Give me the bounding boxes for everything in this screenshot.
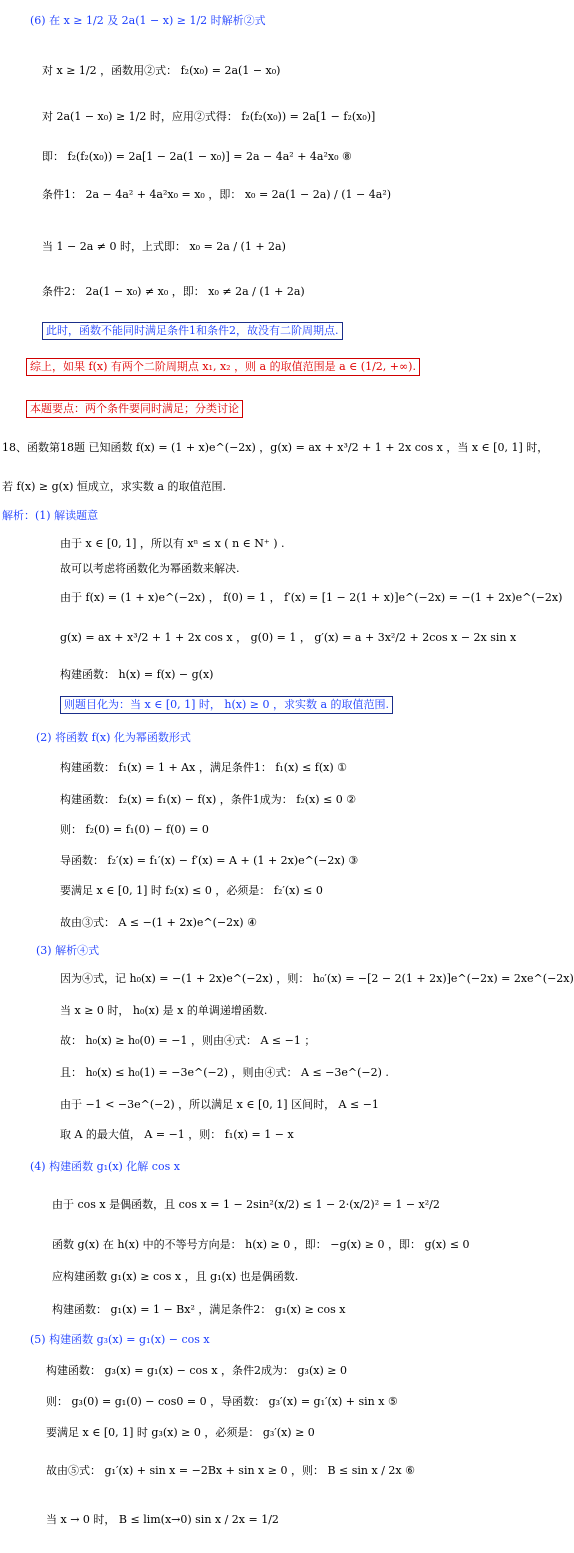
text-line: 故： h₀(x) ≥ h₀(0) = −1 ，则由④式： A ≤ −1 ； xyxy=(60,1034,316,1047)
text-line: 应构建函数 g₁(x) ≥ cos x ，且 g₁(x) 也是偶函数. xyxy=(52,1270,299,1283)
text-line: 对 2a(1 − x₀) ≥ 1/2 时，应用②式得： f₂(f₂(x₀)) = 2a[1 − f₂(x₀)] xyxy=(42,110,376,123)
text-line: 综上，如果 f(x) 有两个二阶周期点 x₁, x₂ ，则 a 的取值范围是 a ∈ (1/2, +∞). xyxy=(26,358,420,376)
text-line: 故由⑤式： g₁′(x) + sin x = −2Bx + sin x ≥ 0 ，则： B ≤ sin x / 2x ⑥ xyxy=(46,1464,415,1477)
text-line: 本题要点：两个条件要同时满足；分类讨论 xyxy=(26,400,243,418)
text-line: 构建函数： g₃(x) = g₁(x) − cos x ，条件2成为： g₃(x) ≥ 0 xyxy=(46,1364,347,1377)
text-line: 由于 x ∈ [0, 1] ，所以有 xⁿ ≤ x ( n ∈ N⁺ ) . xyxy=(60,537,285,550)
text-line: 则： f₂(0) = f₁(0) − f(0) = 0 xyxy=(60,823,209,836)
text-line: 构建函数： f₂(x) = f₁(x) − f(x) ，条件1成为： f₂(x) ≤ 0 ② xyxy=(60,793,357,806)
text-line: 由于 f(x) = (1 + x)e^(−2x) ， f(0) = 1 ， f′(x) = [1 − 2(1 + x)]e^(−2x) = −(1 + 2x)e^(−2x) xyxy=(60,591,563,604)
text-line: 对 x ≥ 1/2 ，函数用②式： f₂(x₀) = 2a(1 − x₀) xyxy=(42,64,281,77)
text-line: (2) 将函数 f(x) 化为幂函数形式 xyxy=(36,731,191,744)
text-line: 由于 cos x 是偶函数，且 cos x = 1 − 2sin²(x/2) ≤ 1 − 2·(x/2)² = 1 − x²/2 xyxy=(52,1198,440,1211)
text-line: g(x) = ax + x³/2 + 1 + 2x cos x ， g(0) = 1 ， g′(x) = a + 3x²/2 + 2cos x − 2x sin x xyxy=(60,631,517,644)
text-line: 函数 g(x) 在 h(x) 中的不等号方向是： h(x) ≥ 0 ，即： −g(x) ≥ 0 ，即： g(x) ≤ 0 xyxy=(52,1238,470,1251)
text-line: 故可以考虑将函数化为幂函数来解决. xyxy=(60,562,240,575)
text-line: 因为④式，记 h₀(x) = −(1 + 2x)e^(−2x) ，则： h₀′(x) = −[2 − 2(1 + 2x)]e^(−2x) = 2xe^(−2x) xyxy=(60,972,574,985)
text-line: 18、函数第18题 已知函数 f(x) = (1 + x)e^(−2x) ，g(x) = ax + x³/2 + 1 + 2x cos x ，当 x ∈ [0, 1] 时， xyxy=(2,441,549,454)
text-line: 则： g₃(0) = g₁(0) − cos0 = 0 ，导函数： g₃′(x) = g₁′(x) + sin x ⑤ xyxy=(46,1395,398,1408)
text-line: 构建函数： f₁(x) = 1 + Ax ，满足条件1： f₁(x) ≤ f(x) ① xyxy=(60,761,348,774)
text-line: 解析：(1) 解读题意 xyxy=(2,509,99,522)
text-line: 当 x → 0 时， B ≤ lim(x→0) sin x / 2x = 1/2 xyxy=(46,1513,279,1526)
text-line: 要满足 x ∈ [0, 1] 时 g₃(x) ≥ 0 ，必须是： g₃′(x) ≥ 0 xyxy=(46,1426,315,1439)
text-line: 条件2： 2a(1 − x₀) ≠ x₀ ，即： x₀ ≠ 2a / (1 + 2a) xyxy=(42,285,305,298)
text-line: 构建函数： h(x) = f(x) − g(x) xyxy=(60,668,214,681)
text-line: 要满足 x ∈ [0, 1] 时 f₂(x) ≤ 0 ，必须是： f₂′(x) ≤ 0 xyxy=(60,884,323,897)
text-line: 故由③式： A ≤ −(1 + 2x)e^(−2x) ④ xyxy=(60,916,257,929)
text-line: (4) 构建函数 g₁(x) 化解 cos x xyxy=(30,1160,180,1173)
text-line: 当 1 − 2a ≠ 0 时，上式即： x₀ = 2a / (1 + 2a) xyxy=(42,240,286,253)
text-line: 此时，函数不能同时满足条件1和条件2，故没有二阶周期点. xyxy=(42,322,343,340)
text-line: 当 x ≥ 0 时， h₀(x) 是 x 的单调递增函数. xyxy=(60,1004,268,1017)
text-line: (5) 构建函数 g₃(x) = g₁(x) − cos x xyxy=(30,1333,210,1346)
text-line: 即： f₂(f₂(x₀)) = 2a[1 − 2a(1 − x₀)] = 2a − 4a² + 4a²x₀ ⑧ xyxy=(42,150,352,163)
text-line: 构建函数： g₁(x) = 1 − Bx² ，满足条件2： g₁(x) ≥ cos x xyxy=(52,1303,346,1316)
text-line: 且： h₀(x) ≤ h₀(1) = −3e^(−2) ，则由④式： A ≤ −3e^(−2) . xyxy=(60,1066,389,1079)
text-line: 导函数： f₂′(x) = f₁′(x) − f′(x) = A + (1 + 2x)e^(−2x) ③ xyxy=(60,854,359,867)
text-line: (6) 在 x ≥ 1/2 及 2a(1 − x) ≥ 1/2 时解析②式 xyxy=(30,14,266,27)
text-line: (3) 解析④式 xyxy=(36,944,100,957)
text-line: 由于 −1 < −3e^(−2) ，所以满足 x ∈ [0, 1] 区间时， A ≤ −1 xyxy=(60,1098,379,1111)
text-line: 则题目化为：当 x ∈ [0, 1] 时， h(x) ≥ 0 ，求实数 a 的取值范围. xyxy=(60,696,393,714)
text-line: 取 A 的最大值， A = −1 ，则： f₁(x) = 1 − x xyxy=(60,1128,294,1141)
text-line: 若 f(x) ≥ g(x) 恒成立，求实数 a 的取值范围. xyxy=(2,480,226,493)
text-line: 条件1： 2a − 4a² + 4a²x₀ = x₀ ，即： x₀ = 2a(1 − 2a) / (1 − 4a²) xyxy=(42,188,392,201)
